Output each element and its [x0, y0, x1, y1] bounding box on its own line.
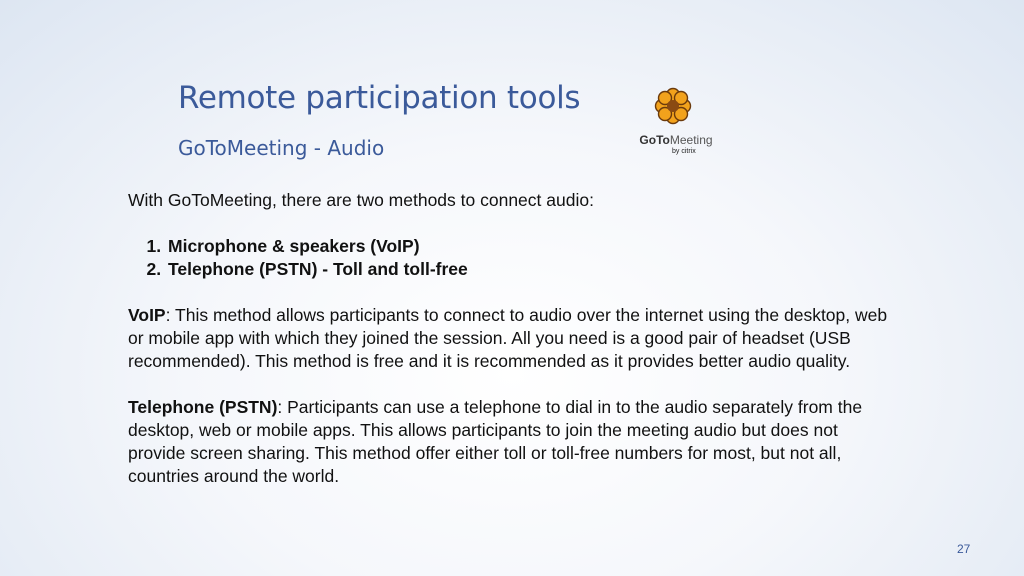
intro-text: With GoToMeeting, there are two methods to connect audio: — [128, 190, 594, 210]
slide-title: Remote participation tools — [178, 80, 581, 116]
list-item: 1. Microphone & speakers (VoIP) — [166, 235, 898, 258]
slide-body — [128, 189, 898, 488]
list-item: 2. Telephone (PSTN) - Toll and toll-free — [166, 258, 898, 281]
voip-paragraph — [128, 304, 898, 373]
pstn-term: Telephone (PSTN) — [128, 397, 278, 417]
logo-byline: by citrix — [672, 148, 696, 155]
methods-list — [128, 235, 898, 281]
page-number: 27 — [957, 542, 971, 556]
logo-brand-light: Meeting — [669, 133, 713, 147]
gotomeeting-logo — [628, 86, 718, 160]
pstn-paragraph — [128, 396, 898, 488]
voip-term: VoIP — [128, 305, 166, 325]
voip-description: : This method allows participants to connect to audio over the internet using the desktop, web or mobile app with which they joined the session. All you need is a good pair of headset (USB recommended). This method is free and it is recommended as it provides better audio quality. — [128, 305, 888, 371]
pstn-description: : Participants can use a telephone to dial in to the audio separately from the desktop, web or mobile apps. This allows participants to join the meeting audio but does not provide screen sharing. This method offer either toll or toll-free numbers for most, but not all, countries around the world. — [128, 397, 863, 486]
flower-icon — [628, 86, 718, 130]
slide-subtitle: GoToMeeting - Audio — [178, 136, 385, 160]
logo-wordmark — [636, 134, 716, 146]
logo-brand-bold: GoTo — [639, 133, 670, 147]
